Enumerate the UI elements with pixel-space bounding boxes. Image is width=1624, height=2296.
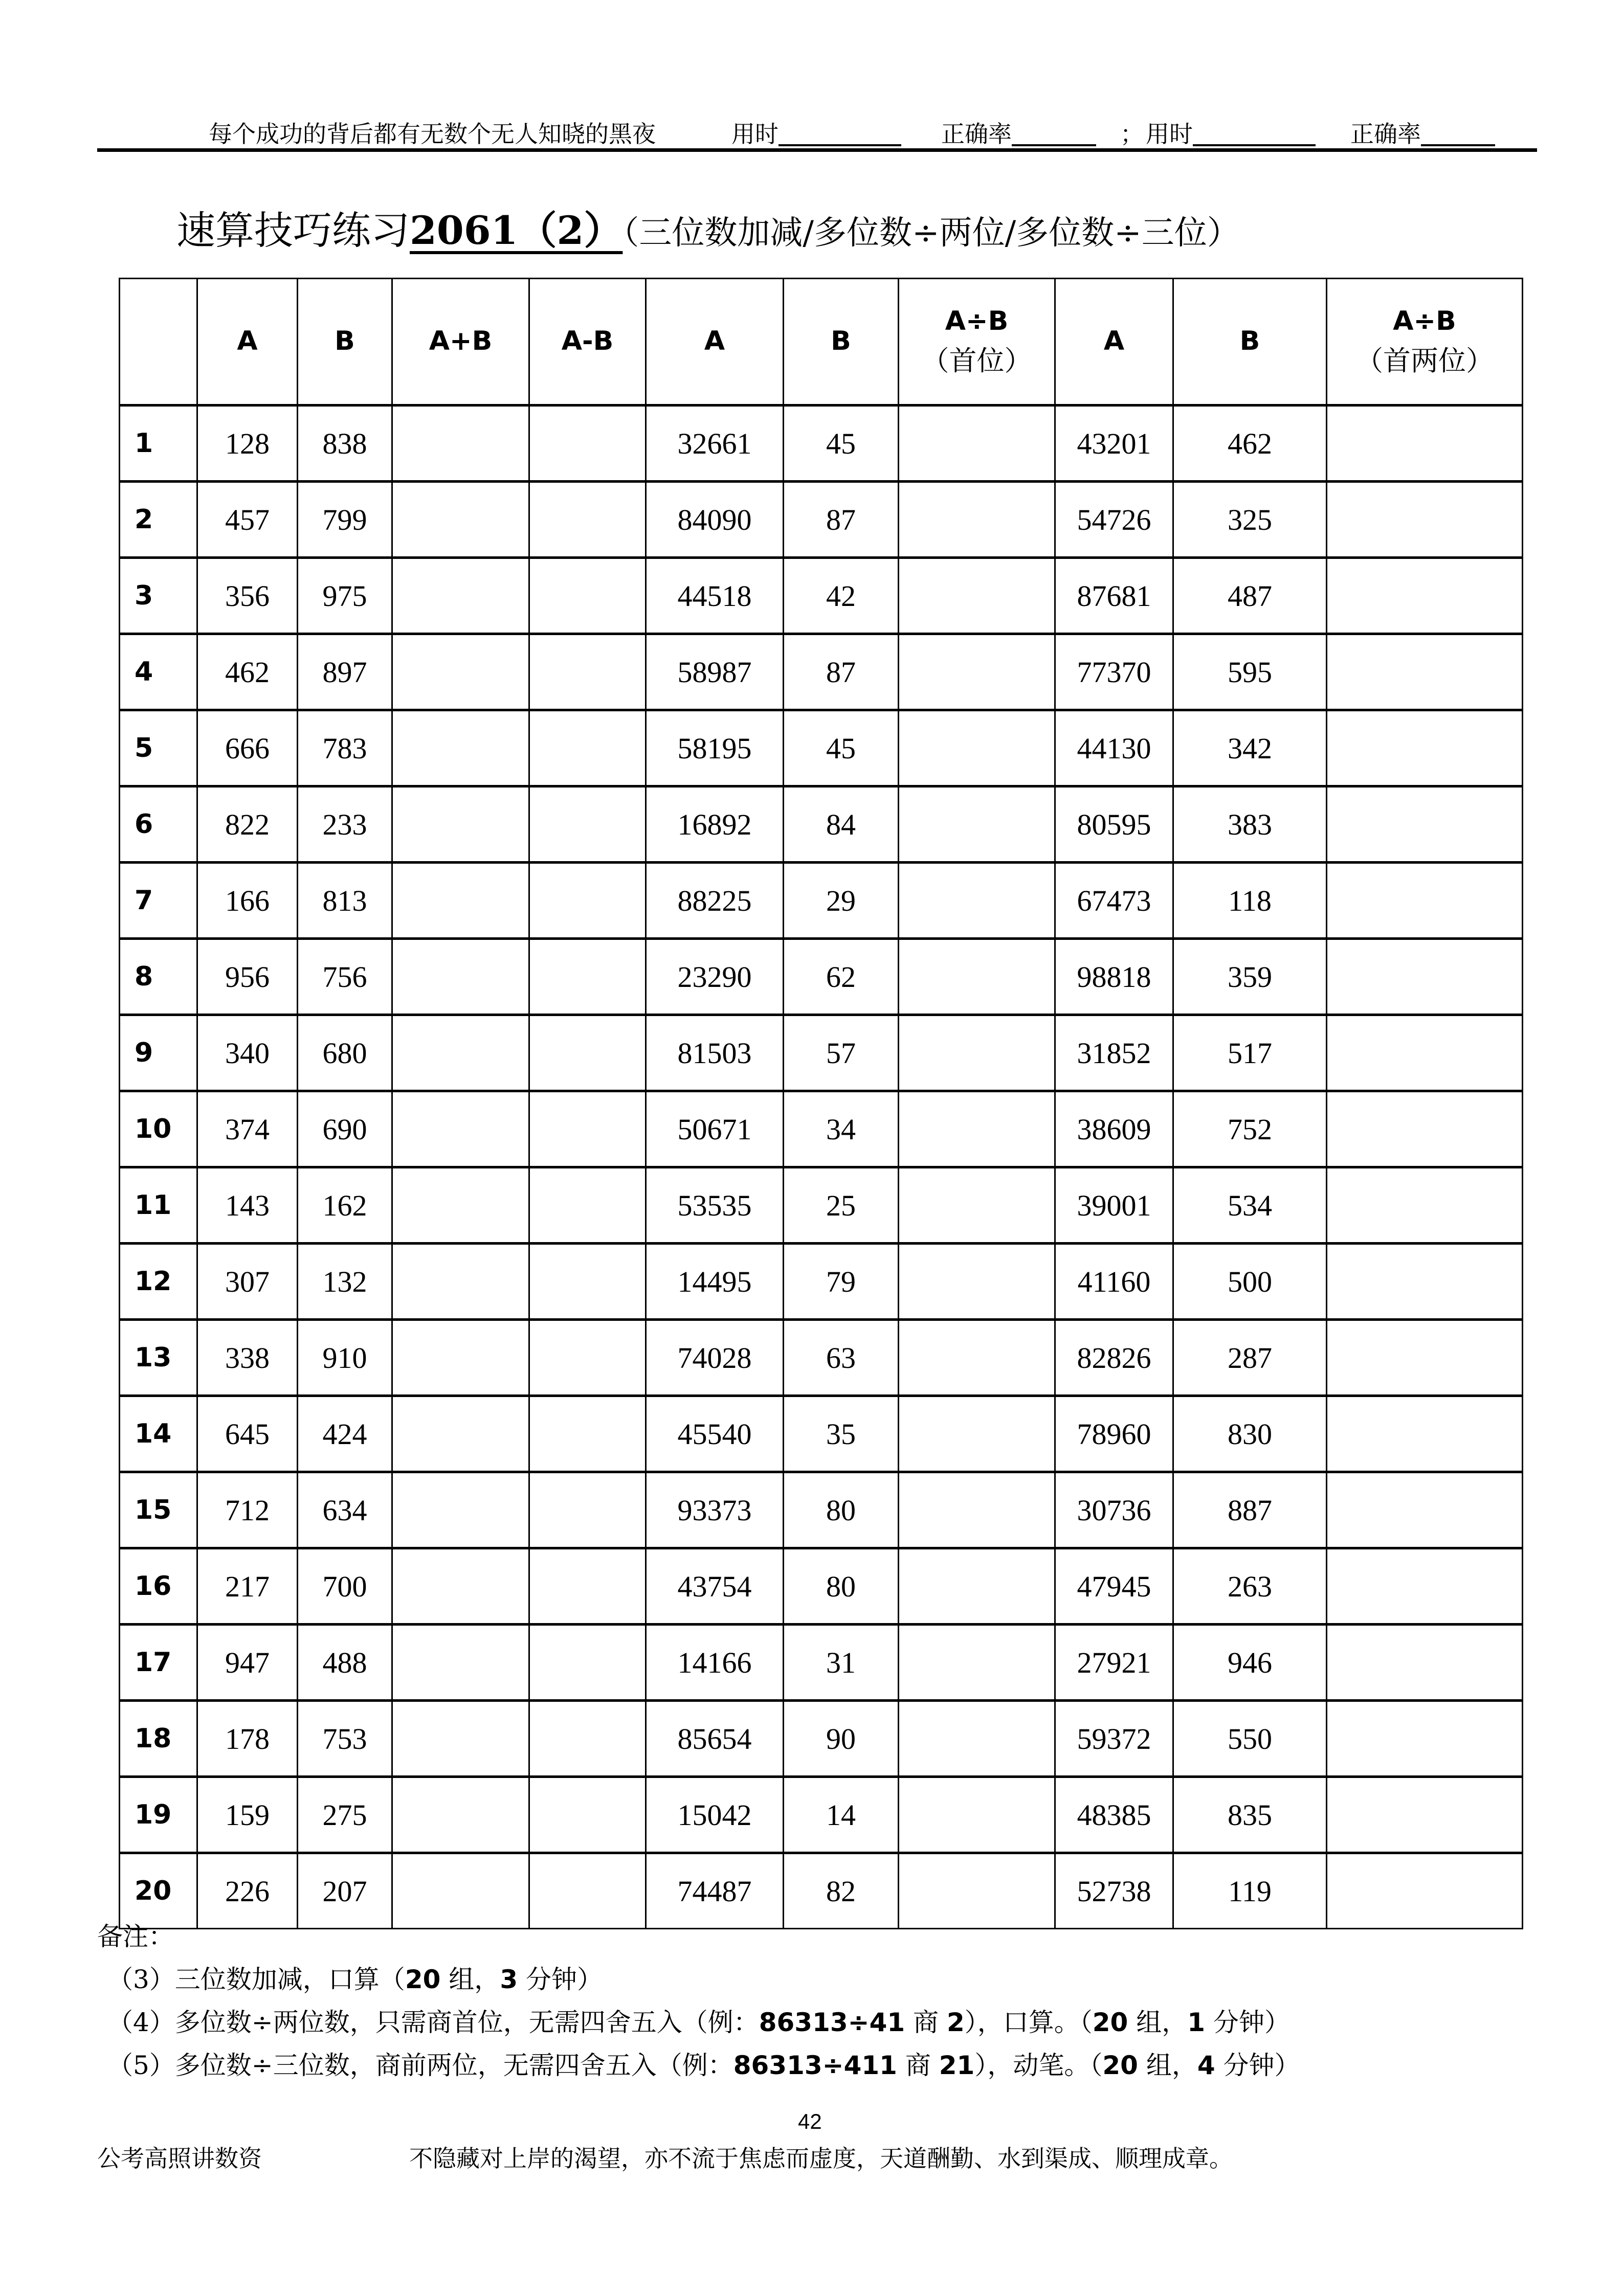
title-prefix: 速算技巧练习 — [176, 208, 410, 253]
row-index: 19 — [120, 1777, 197, 1853]
cell-b3: 752 — [1173, 1091, 1327, 1167]
col-diff-header: A-B — [529, 279, 646, 406]
cell-a2: 15042 — [646, 1777, 784, 1853]
answer-quotient-first-two-digits[interactable] — [1327, 634, 1523, 710]
header-separator: ； — [1120, 120, 1144, 148]
answer-quotient-first-digit[interactable] — [899, 1244, 1055, 1320]
cell-a1: 822 — [197, 786, 298, 863]
notes-heading: 备注： — [97, 1922, 174, 1951]
cell-a2: 58987 — [646, 634, 784, 710]
cell-a2: 43754 — [646, 1548, 784, 1625]
cell-a2: 88225 — [646, 863, 784, 939]
answer-quotient-first-two-digits[interactable] — [1327, 1777, 1523, 1853]
row-index: 11 — [120, 1167, 197, 1244]
cell-a1: 956 — [197, 939, 298, 1015]
cell-a1: 307 — [197, 1244, 298, 1320]
row-index: 7 — [120, 863, 197, 939]
row-index: 12 — [120, 1244, 197, 1320]
table-row — [120, 1167, 1523, 1244]
cell-b1: 680 — [298, 1015, 392, 1091]
col-sum-header: A+B — [392, 279, 529, 406]
answer-sum[interactable] — [392, 634, 529, 710]
table-row — [120, 710, 1523, 786]
cell-a2: 74028 — [646, 1320, 784, 1396]
answer-quotient-first-two-digits[interactable] — [1327, 558, 1523, 634]
col-a3-header: A — [1055, 279, 1173, 406]
answer-diff[interactable] — [529, 1091, 646, 1167]
answer-quotient-first-two-digits[interactable] — [1327, 1244, 1523, 1320]
answer-quotient-first-two-digits[interactable] — [1327, 863, 1523, 939]
col-b2-header: B — [784, 279, 899, 406]
accuracy-label-1: 正确率 — [941, 116, 1012, 149]
cell-a2: 85654 — [646, 1701, 784, 1777]
cell-a3: 39001 — [1055, 1167, 1173, 1244]
accuracy-blank-1[interactable] — [1012, 118, 1096, 146]
cell-a1: 356 — [197, 558, 298, 634]
cell-a3: 87681 — [1055, 558, 1173, 634]
time-label-1: 用时 — [731, 116, 778, 149]
cell-a2: 16892 — [646, 786, 784, 863]
table-row — [120, 406, 1523, 482]
cell-a2: 50671 — [646, 1091, 784, 1167]
row-index: 18 — [120, 1701, 197, 1777]
row-index: 4 — [120, 634, 197, 710]
cell-a3: 47945 — [1055, 1548, 1173, 1625]
cell-a2: 14495 — [646, 1244, 784, 1320]
cell-a1: 666 — [197, 710, 298, 786]
cell-b3: 325 — [1173, 482, 1327, 558]
cell-a1: 159 — [197, 1777, 298, 1853]
table-row — [120, 482, 1523, 558]
page-title — [176, 199, 1240, 255]
answer-sum[interactable] — [392, 710, 529, 786]
cell-a2: 81503 — [646, 1015, 784, 1091]
answer-quotient-first-digit[interactable] — [899, 1015, 1055, 1091]
answer-quotient-first-two-digits[interactable] — [1327, 786, 1523, 863]
table-row — [120, 1320, 1523, 1396]
answer-diff[interactable] — [529, 863, 646, 939]
table-row — [120, 1701, 1523, 1777]
cell-b2: 82 — [784, 1853, 899, 1929]
answer-quotient-first-digit[interactable] — [899, 863, 1055, 939]
cell-b1: 690 — [298, 1091, 392, 1167]
answer-sum[interactable] — [392, 482, 529, 558]
table-row — [120, 939, 1523, 1015]
answer-diff[interactable] — [529, 1548, 646, 1625]
answer-quotient-first-digit[interactable] — [899, 406, 1055, 482]
cell-b2: 45 — [784, 406, 899, 482]
cell-a1: 712 — [197, 1472, 298, 1548]
col-a2-header: A — [646, 279, 784, 406]
answer-quotient-first-two-digits[interactable] — [1327, 1320, 1523, 1396]
answer-quotient-first-two-digits[interactable] — [1327, 1548, 1523, 1625]
running-header — [97, 114, 1537, 149]
cell-b2: 80 — [784, 1548, 899, 1625]
table-row — [120, 1625, 1523, 1701]
cell-a3: 43201 — [1055, 406, 1173, 482]
cell-b1: 910 — [298, 1320, 392, 1396]
cell-a3: 80595 — [1055, 786, 1173, 863]
table-row — [120, 1777, 1523, 1853]
answer-sum[interactable] — [392, 1167, 529, 1244]
table-row — [120, 1548, 1523, 1625]
table-header-row — [120, 279, 1523, 406]
answer-quotient-first-digit[interactable] — [899, 1777, 1055, 1853]
cell-a1: 947 — [197, 1625, 298, 1701]
note-5: （5）多位数÷三位数，商前两位，无需四舍五入（例：86313÷411 商 21），动笔。（20 组，4 分钟） — [107, 2051, 1300, 2080]
answer-diff[interactable] — [529, 482, 646, 558]
col-quot2-header: A÷B （首两位） — [1327, 279, 1523, 406]
header-rule — [97, 148, 1537, 152]
cell-a3: 67473 — [1055, 863, 1173, 939]
cell-a1: 178 — [197, 1701, 298, 1777]
cell-a3: 30736 — [1055, 1472, 1173, 1548]
answer-quotient-first-digit[interactable] — [899, 1548, 1055, 1625]
answer-quotient-first-digit[interactable] — [899, 1167, 1055, 1244]
cell-a2: 53535 — [646, 1167, 784, 1244]
cell-a1: 462 — [197, 634, 298, 710]
answer-quotient-first-digit[interactable] — [899, 1625, 1055, 1701]
motto: 每个成功的背后都有无数个无人知晓的黑夜 — [209, 120, 656, 148]
row-index: 15 — [120, 1472, 197, 1548]
accuracy-blank-2[interactable] — [1421, 118, 1495, 146]
cell-a2: 44518 — [646, 558, 784, 634]
answer-quotient-first-digit[interactable] — [899, 1396, 1055, 1472]
cell-b2: 90 — [784, 1701, 899, 1777]
cell-b2: 62 — [784, 939, 899, 1015]
row-index: 20 — [120, 1853, 197, 1929]
title-subtitle: （三位数加减/多位数÷两位/多位数÷三位） — [622, 214, 1240, 252]
answer-sum[interactable] — [392, 406, 529, 482]
cell-b1: 838 — [298, 406, 392, 482]
cell-b1: 799 — [298, 482, 392, 558]
answer-sum[interactable] — [392, 558, 529, 634]
answer-quotient-first-digit[interactable] — [899, 710, 1055, 786]
row-index: 3 — [120, 558, 197, 634]
cell-a1: 143 — [197, 1167, 298, 1244]
cell-a1: 217 — [197, 1548, 298, 1625]
cell-b3: 534 — [1173, 1167, 1327, 1244]
row-index: 14 — [120, 1396, 197, 1472]
table-row — [120, 1015, 1523, 1091]
cell-b2: 84 — [784, 786, 899, 863]
answer-sum[interactable] — [392, 1396, 529, 1472]
answer-sum[interactable] — [392, 1015, 529, 1091]
title-number: 2061（2） — [410, 208, 623, 253]
cell-a3: 54726 — [1055, 482, 1173, 558]
cell-b3: 359 — [1173, 939, 1327, 1015]
cell-b1: 813 — [298, 863, 392, 939]
cell-b1: 634 — [298, 1472, 392, 1548]
cell-a1: 128 — [197, 406, 298, 482]
cell-b2: 87 — [784, 634, 899, 710]
cell-a1: 374 — [197, 1091, 298, 1167]
answer-quotient-first-two-digits[interactable] — [1327, 1167, 1523, 1244]
answer-diff[interactable] — [529, 1701, 646, 1777]
cell-a2: 14166 — [646, 1625, 784, 1701]
cell-a3: 38609 — [1055, 1091, 1173, 1167]
row-index: 2 — [120, 482, 197, 558]
table-row — [120, 786, 1523, 863]
cell-b3: 487 — [1173, 558, 1327, 634]
answer-quotient-first-two-digits[interactable] — [1327, 939, 1523, 1015]
answer-sum[interactable] — [392, 1701, 529, 1777]
answer-diff[interactable] — [529, 558, 646, 634]
cell-a1: 226 — [197, 1853, 298, 1929]
cell-a3: 44130 — [1055, 710, 1173, 786]
cell-b1: 975 — [298, 558, 392, 634]
cell-a2: 45540 — [646, 1396, 784, 1472]
answer-quotient-first-two-digits[interactable] — [1327, 1015, 1523, 1091]
answer-quotient-first-digit[interactable] — [899, 1701, 1055, 1777]
answer-sum[interactable] — [392, 1244, 529, 1320]
table-row — [120, 1396, 1523, 1472]
cell-b1: 207 — [298, 1853, 392, 1929]
cell-b2: 34 — [784, 1091, 899, 1167]
practice-table — [119, 278, 1523, 1929]
table-row — [120, 863, 1523, 939]
cell-b3: 550 — [1173, 1701, 1327, 1777]
answer-sum[interactable] — [392, 1472, 529, 1548]
answer-sum[interactable] — [392, 1625, 529, 1701]
cell-a1: 166 — [197, 863, 298, 939]
answer-diff[interactable] — [529, 1472, 646, 1548]
cell-a3: 98818 — [1055, 939, 1173, 1015]
cell-b2: 31 — [784, 1625, 899, 1701]
time-label-2: 用时 — [1146, 116, 1193, 149]
cell-b1: 783 — [298, 710, 392, 786]
cell-b2: 87 — [784, 482, 899, 558]
table-row — [120, 1244, 1523, 1320]
row-index: 6 — [120, 786, 197, 863]
cell-a3: 77370 — [1055, 634, 1173, 710]
answer-diff[interactable] — [529, 710, 646, 786]
answer-quotient-first-two-digits[interactable] — [1327, 1853, 1523, 1929]
answer-sum[interactable] — [392, 1777, 529, 1853]
cell-a3: 82826 — [1055, 1320, 1173, 1396]
cell-b3: 383 — [1173, 786, 1327, 863]
row-index: 9 — [120, 1015, 197, 1091]
cell-b1: 275 — [298, 1777, 392, 1853]
cell-a2: 32661 — [646, 406, 784, 482]
footer-author: 公考高照讲数资 — [97, 2145, 262, 2172]
cell-b2: 63 — [784, 1320, 899, 1396]
row-index: 1 — [120, 406, 197, 482]
row-index: 8 — [120, 939, 197, 1015]
cell-a3: 52738 — [1055, 1853, 1173, 1929]
row-index: 5 — [120, 710, 197, 786]
cell-b1: 756 — [298, 939, 392, 1015]
cell-a3: 27921 — [1055, 1625, 1173, 1701]
cell-b3: 835 — [1173, 1777, 1327, 1853]
cell-a2: 93373 — [646, 1472, 784, 1548]
answer-sum[interactable] — [392, 1091, 529, 1167]
cell-a1: 457 — [197, 482, 298, 558]
answer-diff[interactable] — [529, 939, 646, 1015]
answer-quotient-first-digit[interactable] — [899, 634, 1055, 710]
answer-sum[interactable] — [392, 786, 529, 863]
answer-quotient-first-digit[interactable] — [899, 939, 1055, 1015]
table-row — [120, 634, 1523, 710]
answer-diff[interactable] — [529, 1244, 646, 1320]
answer-quotient-first-digit[interactable] — [899, 482, 1055, 558]
cell-b3: 500 — [1173, 1244, 1327, 1320]
answer-diff[interactable] — [529, 406, 646, 482]
answer-quotient-first-two-digits[interactable] — [1327, 1396, 1523, 1472]
cell-b1: 424 — [298, 1396, 392, 1472]
cell-a3: 78960 — [1055, 1396, 1173, 1472]
answer-quotient-first-digit[interactable] — [899, 786, 1055, 863]
answer-quotient-first-digit[interactable] — [899, 1320, 1055, 1396]
cell-a3: 48385 — [1055, 1777, 1173, 1853]
cell-b2: 80 — [784, 1472, 899, 1548]
note-3: （3）三位数加减，口算（20 组，3 分钟） — [107, 1965, 603, 1994]
cell-b1: 162 — [298, 1167, 392, 1244]
answer-quotient-first-two-digits[interactable] — [1327, 406, 1523, 482]
answer-sum[interactable] — [392, 939, 529, 1015]
answer-diff[interactable] — [529, 786, 646, 863]
row-index: 13 — [120, 1320, 197, 1396]
col-b3-header: B — [1173, 279, 1327, 406]
cell-b1: 700 — [298, 1548, 392, 1625]
answer-sum[interactable] — [392, 1548, 529, 1625]
answer-quotient-first-two-digits[interactable] — [1327, 482, 1523, 558]
row-index: 16 — [120, 1548, 197, 1625]
cell-a3: 31852 — [1055, 1015, 1173, 1091]
row-index: 17 — [120, 1625, 197, 1701]
col-index-header — [120, 279, 197, 406]
cell-b3: 342 — [1173, 710, 1327, 786]
cell-b3: 263 — [1173, 1548, 1327, 1625]
cell-b3: 517 — [1173, 1015, 1327, 1091]
answer-quotient-first-digit[interactable] — [899, 1472, 1055, 1548]
answer-diff[interactable] — [529, 1167, 646, 1244]
cell-b1: 753 — [298, 1701, 392, 1777]
answer-sum[interactable] — [392, 1320, 529, 1396]
cell-a3: 59372 — [1055, 1701, 1173, 1777]
cell-b3: 830 — [1173, 1396, 1327, 1472]
answer-quotient-first-two-digits[interactable] — [1327, 1091, 1523, 1167]
accuracy-label-2: 正确率 — [1350, 116, 1421, 149]
cell-a2: 23290 — [646, 939, 784, 1015]
answer-diff[interactable] — [529, 634, 646, 710]
cell-b2: 45 — [784, 710, 899, 786]
cell-b2: 42 — [784, 558, 899, 634]
cell-b3: 946 — [1173, 1625, 1327, 1701]
cell-b2: 79 — [784, 1244, 899, 1320]
notes-section — [97, 1915, 1300, 2087]
cell-b2: 25 — [784, 1167, 899, 1244]
time-blank-1[interactable] — [778, 118, 901, 146]
cell-b3: 462 — [1173, 406, 1327, 482]
page-number: 42 — [798, 2109, 822, 2133]
cell-b3: 287 — [1173, 1320, 1327, 1396]
table-row — [120, 1091, 1523, 1167]
answer-diff[interactable] — [529, 1396, 646, 1472]
cell-a1: 645 — [197, 1396, 298, 1472]
answer-quotient-first-two-digits[interactable] — [1327, 1701, 1523, 1777]
cell-b3: 595 — [1173, 634, 1327, 710]
cell-b1: 488 — [298, 1625, 392, 1701]
cell-a1: 340 — [197, 1015, 298, 1091]
note-4: （4）多位数÷两位数，只需商首位，无需四舍五入（例：86313÷41 商 2），口算。（20 组，1 分钟） — [107, 2008, 1290, 2037]
answer-sum[interactable] — [392, 863, 529, 939]
answer-diff[interactable] — [529, 1015, 646, 1091]
answer-quotient-first-digit[interactable] — [899, 1091, 1055, 1167]
answer-quotient-first-two-digits[interactable] — [1327, 710, 1523, 786]
cell-b1: 897 — [298, 634, 392, 710]
footer-quote: 不隐藏对上岸的渴望，亦不流于焦虑而虚度，天道酬勤、水到渠成、顺理成章。 — [409, 2145, 1233, 2172]
answer-diff[interactable] — [529, 1320, 646, 1396]
cell-b2: 35 — [784, 1396, 899, 1472]
cell-b3: 887 — [1173, 1472, 1327, 1548]
col-a1-header: A — [197, 279, 298, 406]
table-row — [120, 1472, 1523, 1548]
answer-diff[interactable] — [529, 1625, 646, 1701]
cell-a3: 41160 — [1055, 1244, 1173, 1320]
cell-b2: 14 — [784, 1777, 899, 1853]
answer-diff[interactable] — [529, 1777, 646, 1853]
cell-b1: 233 — [298, 786, 392, 863]
row-index: 10 — [120, 1091, 197, 1167]
table-row — [120, 558, 1523, 634]
answer-quotient-first-two-digits[interactable] — [1327, 1625, 1523, 1701]
col-quot1-header: A÷B （首位） — [899, 279, 1055, 406]
col-b1-header: B — [298, 279, 392, 406]
time-blank-2[interactable] — [1193, 118, 1316, 146]
cell-b3: 119 — [1173, 1853, 1327, 1929]
cell-b3: 118 — [1173, 863, 1327, 939]
cell-b2: 57 — [784, 1015, 899, 1091]
cell-a2: 74487 — [646, 1853, 784, 1929]
cell-a2: 84090 — [646, 482, 784, 558]
answer-quotient-first-two-digits[interactable] — [1327, 1472, 1523, 1548]
cell-b1: 132 — [298, 1244, 392, 1320]
cell-b2: 29 — [784, 863, 899, 939]
cell-a2: 58195 — [646, 710, 784, 786]
answer-quotient-first-digit[interactable] — [899, 558, 1055, 634]
cell-a1: 338 — [197, 1320, 298, 1396]
